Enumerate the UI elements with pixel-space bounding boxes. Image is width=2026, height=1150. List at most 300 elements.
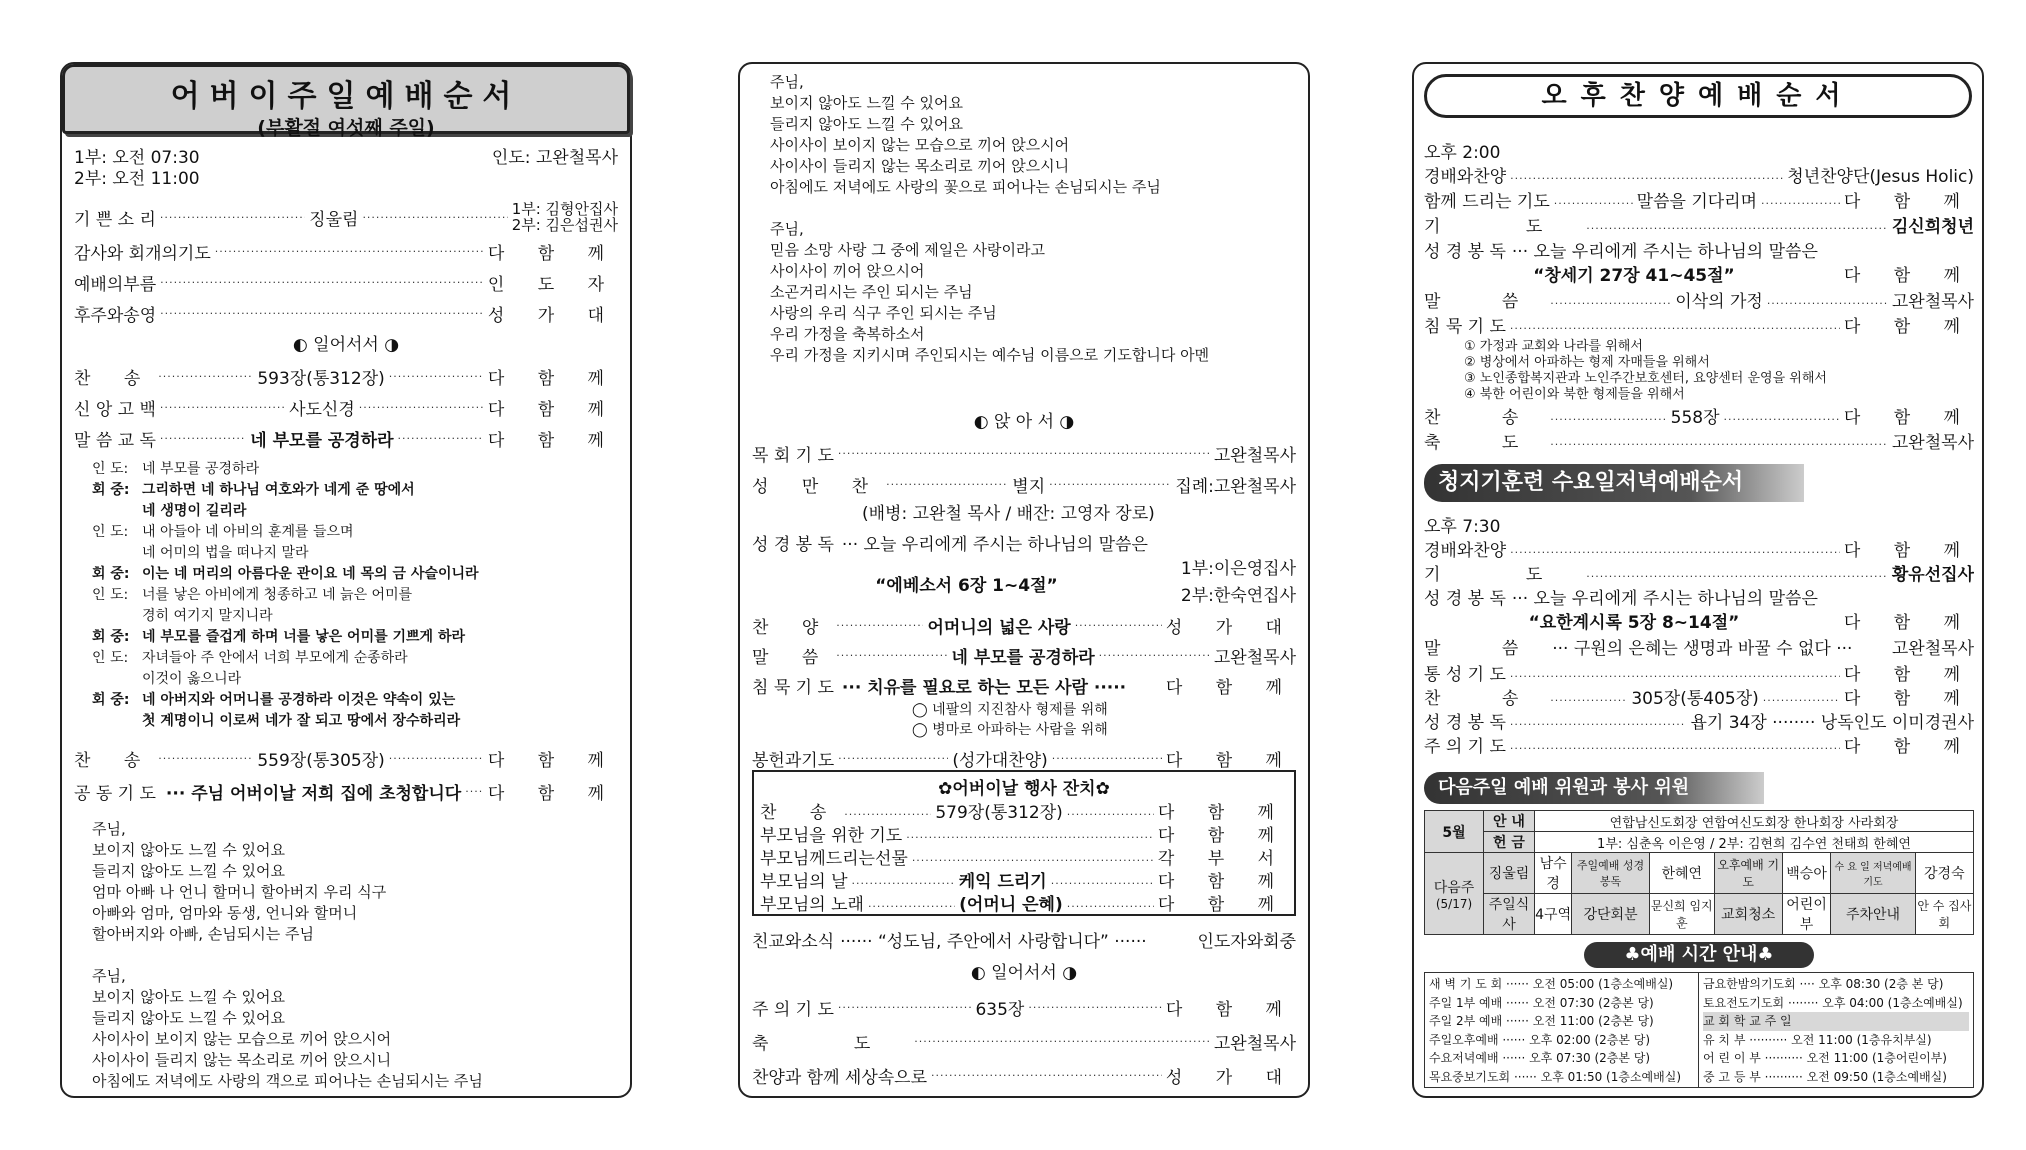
item-label: 기 도	[1424, 217, 1583, 237]
dot-leader	[1067, 808, 1154, 821]
list-item	[1424, 584, 1974, 608]
dot-leader	[1550, 413, 1666, 426]
grid-cell: 강경숙	[1915, 853, 1973, 894]
poem-line: 아침에도 저녁에도 사랑의 꽃으로 피어나는 손님되시는 주님	[770, 178, 1161, 196]
item-label: 친교와소식	[752, 931, 835, 952]
prayer-topics	[1424, 339, 1974, 403]
reading-speaker: 인 도:	[92, 461, 129, 477]
prayer-topic: ④ 북한 어린이와 북한 형제들을 위해서	[1464, 387, 1685, 402]
item-label: 함께 드리는 기도	[1424, 192, 1550, 212]
list-item	[760, 821, 1288, 844]
dot-leader	[160, 276, 484, 289]
reading-text: 네 부모를 공경하라	[142, 461, 260, 477]
item-person: 각 부 서	[1157, 849, 1288, 867]
service-time-line: 새 벽 기 도 회 ······ 오전 05:00 (1층소예배실)	[1429, 977, 1674, 991]
list-item	[74, 423, 618, 454]
reading-line	[92, 459, 622, 480]
reading-line	[92, 669, 622, 690]
list-item	[1424, 187, 1974, 212]
poem-line: 보이지 않아도 느낄 수 있어요	[770, 94, 963, 112]
dot-leader	[1763, 694, 1840, 707]
next-week-label: 다음주	[1433, 879, 1475, 896]
list-item	[1424, 237, 1974, 261]
parents-day-title: ✿어버이날 행사 잔치✿	[938, 779, 1110, 799]
item-label: 찬 송	[74, 751, 155, 771]
dot-leader	[1510, 322, 1840, 335]
service-time-line: 토요전도기도회 ········ 오후 04:00 (1층소예배실)	[1703, 995, 1963, 1010]
stand-marker: ◐ 일어서서 ◑	[292, 335, 400, 355]
wednesday-title-bar	[1424, 464, 1804, 502]
item-value: 네 부모를 공경하라	[951, 647, 1095, 668]
item-person: 다 함 께	[1157, 872, 1288, 890]
item-value: 593장(통312장)	[257, 369, 385, 389]
dot-leader	[838, 447, 1210, 460]
reading-text: 네 아버지와 어머니를 공경하라 이것은 약속이 있는	[142, 692, 456, 708]
item-label: 성 만 찬	[752, 477, 883, 497]
grid-cell: 안 수 집사회	[1915, 894, 1973, 935]
wednesday-time: 오후 7:30	[1424, 517, 1501, 537]
dot-leader	[1554, 197, 1633, 210]
page-subtitle: (부활절 여섯째 주일)	[257, 117, 435, 139]
item-person: 다 함 께	[487, 784, 618, 804]
item-person: 인도자와회중	[1197, 931, 1296, 952]
service-time-line: 유 치 부 ·········· 오전 11:00 (1층유치부실)	[1703, 1032, 1932, 1047]
item-value: 558장	[1670, 408, 1720, 428]
reading-text: 첫 계명이니 이로써 네가 잘 되고 땅에서 장수하리라	[142, 713, 461, 729]
list-item	[1424, 261, 1974, 287]
service-time-line: 주일 1부 예배 ······ 오전 07:30 (2층본 당)	[1429, 995, 1654, 1010]
prayer-topic: ③ 노인종합복지관과 노인주간보호센터, 요양센터 운영을 위해서	[1464, 371, 1827, 386]
dot-leader	[1067, 900, 1154, 913]
item-label: 찬양과 함께 세상속으로	[752, 1067, 928, 1088]
grid-cell: 남수경	[1535, 853, 1572, 894]
list-item	[74, 236, 618, 267]
dot-leader	[1550, 694, 1627, 707]
prayer-topic: ① 가정과 교회와 나라를 위해서	[1464, 339, 1643, 354]
list-item	[752, 640, 1296, 670]
reading-text: 자녀들아 주 안에서 너희 부모에게 순종하라	[142, 650, 408, 666]
item-label: 통 성 기 도	[1424, 665, 1506, 684]
prayer-topic: ② 병상에서 아파하는 형제 자매들을 위해서	[1464, 355, 1710, 370]
grid-cell: 징울림	[1484, 853, 1535, 894]
prayer-items	[752, 700, 1296, 740]
list-item	[760, 867, 1288, 890]
item-person: 성 가 대	[1165, 1067, 1296, 1088]
item-person: 1부: 김형안집사 2부: 김은섭권사	[511, 200, 618, 234]
reading-line	[92, 711, 622, 732]
dot-leader	[836, 649, 947, 662]
scripture-reference: “창세기 27장 41~45절”	[1533, 266, 1735, 286]
list-item	[752, 556, 1296, 610]
list-item	[74, 742, 618, 775]
service-time-line: 어 린 이 부 ·········· 오전 11:00 (1층어린이부)	[1703, 1051, 1947, 1065]
list-item	[74, 198, 618, 236]
scripture-reference: “요한계시록 5장 8~14절”	[1528, 613, 1740, 633]
item-person: 고완철목사	[1213, 1033, 1296, 1054]
item-value: 559장(통305장)	[257, 751, 385, 771]
item-label: 기 쁜 소 리	[74, 209, 156, 230]
poem-line: 믿음 소망 사랑 그 중에 제일은 사랑이라고	[770, 241, 1045, 259]
item-value: 케익 드리기	[958, 872, 1047, 890]
item-value: 579장(통312장)	[935, 803, 1063, 821]
reading-speaker: 회 중:	[92, 482, 130, 498]
offering-label: 헌 금	[1484, 832, 1535, 853]
grid-cell: 어린이부	[1782, 894, 1831, 935]
list-item	[752, 1058, 1296, 1092]
item-label: 찬 송	[74, 369, 155, 389]
service-time-line: 주일 2부 예배 ······ 오전 11:00 (2층본 당)	[1429, 1014, 1654, 1028]
list-item	[1424, 428, 1974, 453]
poem-line: 보이지 않아도 느낄 수 있어요	[92, 841, 285, 859]
item-label: 성 경 봉 독	[752, 534, 834, 555]
item-person: 다 함 께	[1843, 317, 1974, 337]
poem-line: 할아버지와 아빠, 손님되시는 주님	[92, 925, 314, 943]
item-person: 다 함 께	[487, 244, 618, 264]
reading-line	[92, 690, 622, 711]
dot-leader	[158, 370, 253, 383]
dot-leader	[914, 1035, 1210, 1048]
item-value: 말씀을 기다리며	[1636, 192, 1758, 212]
poem-line: 사이사이 보이지 않는 모습으로 끼어 앉으시어	[770, 136, 1070, 154]
dot-leader	[836, 619, 923, 632]
item-person: 인 도 자	[487, 275, 618, 295]
item-person: 황유선집사	[1891, 565, 1974, 584]
poem-line: 사랑의 우리 식구 주인 되시는 주님	[770, 304, 997, 322]
item-person: 다 함 께	[487, 369, 618, 389]
afternoon-title-box	[1424, 74, 1972, 118]
prayer-item: ◯ 네팔의 지진참사 형제를 위해	[912, 702, 1108, 718]
grid-cell: 백승아	[1782, 853, 1831, 894]
dot-leader	[398, 432, 484, 445]
list-item	[1424, 660, 1974, 684]
reading-line	[92, 564, 622, 585]
reading-speaker: 인 도:	[92, 587, 129, 603]
reading-line	[92, 501, 622, 522]
next-week-date: (5/17)	[1435, 896, 1473, 911]
item-label: 찬 송	[1424, 408, 1547, 428]
list-item	[760, 890, 1288, 913]
poem-line: 주님,	[92, 820, 126, 838]
item-person: 다 함 께	[1157, 803, 1288, 821]
item-person: 집례:고완철목사	[1175, 477, 1296, 497]
parents-day-box	[752, 770, 1296, 916]
scripture-readers: 1부:이은영집사 2부:한숙연집사	[1180, 559, 1296, 606]
item-person: 고완철목사	[1891, 433, 1974, 453]
item-person: 다 함 께	[1843, 665, 1974, 684]
item-person: 다 함 께	[1165, 677, 1296, 698]
item-person: 다 함 께	[1165, 750, 1296, 771]
item-person: 고완철목사	[1213, 647, 1296, 668]
item-label: 침 묵 기 도	[752, 677, 834, 698]
prayer-item: ◯ 병마로 아파하는 사람을 위해	[912, 722, 1108, 738]
dot-leader	[1767, 297, 1888, 310]
next-week-cell	[1425, 853, 1484, 935]
order-list-3	[752, 406, 1296, 776]
item-person: 김신희청년	[1891, 217, 1974, 237]
service-times-right	[1699, 973, 1973, 1087]
list-item	[760, 798, 1288, 821]
poem-line: 사이사이 들리지 않는 목소리로 끼어 앉으시니	[770, 157, 1070, 175]
grid-cell: 주차안내	[1831, 894, 1915, 935]
item-label: 부모님을 위한 기도	[760, 826, 903, 844]
volunteers-table	[1424, 810, 1974, 935]
item-value: ··· 오늘 우리에게 주시는 하나님의 말씀은	[841, 534, 1148, 555]
item-label: 성 경 봉 독	[1424, 713, 1506, 732]
dot-leader	[1510, 670, 1840, 683]
item-label: 기 도	[1424, 565, 1583, 584]
reading-text: 경히 여기지 말지니라	[142, 608, 273, 624]
list-item	[74, 298, 618, 329]
item-person: 다 함 께	[1843, 689, 1974, 708]
dot-leader	[1510, 172, 1783, 185]
reading-line	[92, 627, 622, 648]
dot-leader	[1052, 752, 1162, 765]
dot-leader	[362, 211, 507, 224]
dot-leader	[906, 831, 1154, 844]
poem-line: 우리 가정을 축복하소서	[770, 325, 925, 343]
poem-line: 보이지 않아도 느낄 수 있어요	[92, 988, 285, 1006]
reading-line	[92, 606, 622, 627]
item-value: ··· 구원의 은혜는 생명과 바꿀 수 없다 ···	[1552, 639, 1853, 659]
dot-leader	[1510, 742, 1840, 755]
order-list-2	[74, 742, 618, 808]
list-item	[74, 361, 618, 392]
list-item	[1424, 684, 1974, 708]
afternoon-order	[1424, 138, 1974, 453]
list-item	[74, 775, 618, 808]
item-person: 다 함 께	[1843, 541, 1974, 560]
page-title: 어버이주일예배순서	[170, 79, 522, 114]
item-label: 주 의 기 도	[1424, 737, 1506, 756]
list-item	[1424, 312, 1974, 337]
list-item	[752, 990, 1296, 1024]
item-label: 신 앙 고 백	[74, 400, 156, 420]
dot-leader	[1075, 619, 1162, 632]
poem-line: 엄마 아빠 나 언니 할머니 할아버지 우리 식구	[92, 883, 387, 901]
service-time-line: 금요한밤의기도회 ···· 오후 08:30 (2층 본 당)	[1703, 977, 1944, 991]
responsive-reading	[92, 459, 622, 732]
order-list-4	[752, 922, 1296, 1092]
service-time-line: 중 고 등 부 ·········· 오전 09:50 (1층소예배실)	[1703, 1069, 1947, 1084]
item-label: 경배와찬양	[1424, 167, 1507, 187]
order-of-worship-panel-3	[1412, 62, 1984, 1098]
poem-line	[770, 198, 1300, 219]
item-person: 청년찬양단(Jesus Holic)	[1787, 167, 1974, 187]
item-label: 말 씀	[1424, 639, 1547, 659]
notice-label: 안 내	[1484, 811, 1535, 832]
reading-speaker: 회 중:	[92, 692, 130, 708]
item-label: 부모님께드리는선물	[760, 849, 908, 867]
list-item	[752, 469, 1296, 500]
item-value: ··· 오늘 우리에게 주시는 하나님의 말씀은	[1511, 242, 1818, 261]
item-label: 예배의부름	[74, 275, 157, 295]
reading-text: 내 아들아 네 아비의 훈계를 들으며	[142, 524, 354, 540]
offering-value: 1부: 심춘옥 이은영 / 2부: 김현희 김수연 천태희 한혜연	[1535, 832, 1974, 853]
dot-leader	[160, 432, 246, 445]
prayer-poem	[770, 72, 1300, 366]
reading-text: 그리하면 네 하나님 여호와가 네게 준 땅에서	[142, 482, 415, 498]
item-label: 감사와 회개의기도	[74, 244, 211, 264]
order-of-worship-panel-1	[60, 62, 632, 1098]
title-box	[62, 64, 630, 139]
grid-cell: 강단회분	[1572, 894, 1650, 935]
item-value: ··· 주님 어버이날 저희 집에 초청합니다	[165, 784, 462, 804]
list-item	[1424, 732, 1974, 756]
dot-leader	[389, 370, 484, 383]
poem-line: 들리지 않아도 느낄 수 있어요	[770, 115, 963, 133]
reading-speaker: 회 중:	[92, 566, 130, 582]
item-person: 다 함 께	[1843, 408, 1974, 428]
dot-leader	[844, 808, 931, 821]
dot-leader	[838, 1001, 972, 1014]
dot-leader	[465, 785, 484, 798]
item-value: 635장	[975, 999, 1025, 1020]
dot-leader	[158, 752, 253, 765]
item-person: 다 함 께	[1843, 737, 1974, 756]
item-label: 공 동 기 도	[74, 784, 156, 804]
wednesday-title: 청지기훈련 수요일저녁예배순서	[1438, 470, 1744, 495]
item-value: 이삭의 가정	[1675, 292, 1763, 312]
grid-cell: 문신희 임지훈	[1649, 894, 1714, 935]
dot-leader	[160, 401, 285, 414]
dot-leader	[1049, 478, 1171, 491]
dot-leader	[912, 854, 1154, 867]
service-time-line: 주일오후예배 ······ 오후 02:00 (2층본 당)	[1429, 1032, 1651, 1047]
item-person: 다 함 께	[487, 431, 618, 451]
item-label: 말 씀	[752, 647, 833, 668]
dot-leader	[1099, 649, 1210, 662]
reading-text: 네 부모를 즐겁게 하며 너를 낳은 어미를 기쁘게 하라	[142, 629, 465, 645]
dot-leader	[1586, 222, 1888, 235]
list-item	[752, 670, 1296, 700]
poem-line: 들리지 않아도 느낄 수 있어요	[92, 862, 285, 880]
reading-text: 이것이 옳으니라	[142, 671, 242, 687]
poem-line: 주님,	[92, 967, 126, 985]
item-value: 네 부모를 공경하라	[250, 431, 394, 451]
reading-speaker: 인 도:	[92, 524, 129, 540]
reading-text: 네 어미의 법을 떠나지 말라	[142, 545, 309, 561]
poem-line	[92, 945, 622, 966]
item-label: 부모님의 날	[760, 872, 848, 890]
item-value: 어머니의 넓은 사랑	[927, 617, 1071, 638]
item-person: 다 함 께	[1157, 826, 1288, 844]
communion-note: (배병: 고완철 목사 / 배잔: 고영자 장로)	[862, 504, 1155, 524]
item-person: 다 함 께	[1843, 613, 1974, 633]
service-time-line: 교 회 학 교 주 일	[1703, 1012, 1969, 1031]
poem-line: 사이사이 끼어 앉으시어	[770, 262, 925, 280]
prayer-poem	[92, 819, 622, 1092]
list-item	[1424, 560, 1974, 584]
service-times-title: ♣예배 시간 안내♣	[1624, 944, 1774, 965]
dot-leader	[886, 478, 1008, 491]
dot-leader	[1724, 413, 1840, 426]
grid-cell: 수 요 일 저녁예배기도	[1831, 853, 1915, 894]
list-item	[752, 922, 1296, 956]
item-value: 별지	[1012, 477, 1046, 497]
list-item	[1424, 634, 1974, 660]
reading-line	[92, 543, 622, 564]
reading-text: 이는 네 머리의 아름다운 관이요 네 목의 금 사슬이니라	[142, 566, 479, 582]
item-value: ··· 오늘 우리에게 주시는 하나님의 말씀은	[1511, 589, 1818, 608]
poem-line: 사이사이 들리지 않는 목소리로 끼어 앉으시니	[92, 1051, 392, 1069]
item-value: 징울림	[309, 209, 359, 230]
time-2: 2부: 오전 11:00	[74, 169, 200, 189]
service-times	[74, 148, 618, 190]
dot-leader	[1586, 570, 1888, 583]
service-times-box	[1424, 972, 1974, 1088]
list-item	[1424, 608, 1974, 634]
item-label: 축 도	[1424, 433, 1547, 453]
item-value: ··· 치유를 필요로 하는 모든 사람 ·····	[841, 677, 1127, 698]
item-label: 말 씀	[1424, 292, 1547, 312]
list-item	[752, 1024, 1296, 1058]
afternoon-title: 오후찬양예배순서	[1541, 81, 1855, 111]
item-person: 고완철목사	[1891, 639, 1974, 659]
item-person: 고완철목사	[1213, 446, 1296, 466]
dot-leader	[852, 877, 955, 890]
dot-leader	[1761, 197, 1840, 210]
item-value: 욥기 34장 ········ 낭독인도 이미경권사	[1690, 713, 1974, 732]
poem-line: 주님,	[770, 73, 804, 91]
dot-leader	[931, 1069, 1162, 1082]
item-value: 사도신경	[289, 400, 355, 420]
list-item	[74, 267, 618, 298]
item-person: 성 가 대	[487, 306, 618, 326]
item-label: 성 경 봉 독	[1424, 242, 1506, 261]
item-label: 목 회 기 도	[752, 446, 834, 466]
poem-line: 주님,	[770, 220, 804, 238]
dot-leader	[1550, 438, 1888, 451]
next-week-title: 다음주일 예배 위원과 봉사 위원	[1438, 777, 1690, 798]
month-cell: 5월	[1425, 811, 1484, 853]
list-item	[1424, 212, 1974, 237]
reading-line	[92, 585, 622, 606]
service-times-title-box	[1584, 942, 1814, 968]
grid-cell: 주일예배 성경봉독	[1572, 853, 1650, 894]
dot-leader	[838, 752, 948, 765]
reading-line	[92, 480, 622, 501]
list-item	[1424, 536, 1974, 560]
reading-line	[92, 648, 622, 669]
item-label: 찬 송	[760, 803, 841, 821]
list-item	[752, 528, 1296, 556]
item-person: 고완철목사	[1891, 292, 1974, 312]
list-item	[1424, 287, 1974, 312]
item-label: 말 씀 교 독	[74, 431, 156, 451]
list-item	[1424, 162, 1974, 187]
wednesday-order	[1424, 512, 1974, 756]
list-item	[1424, 708, 1974, 732]
dot-leader	[1051, 877, 1154, 890]
list-item	[1424, 403, 1974, 428]
reading-text: 네 생명이 길리라	[142, 503, 247, 519]
sit-marker: ◐ 앉 아 서 ◑	[973, 412, 1075, 432]
item-label: 봉헌과기도	[752, 750, 835, 771]
leader: 인도: 고완철목사	[491, 148, 618, 168]
dot-leader	[359, 401, 484, 414]
item-person: 성 가 대	[1165, 617, 1296, 638]
reading-text: 너를 낳은 아비에게 청종하고 네 늙은 어미를	[142, 587, 413, 603]
item-label: 성 경 봉 독	[1424, 589, 1506, 608]
dot-leader	[1550, 297, 1671, 310]
item-value: 305장(통405장)	[1631, 689, 1759, 708]
dot-leader	[215, 245, 484, 258]
item-person: 다 함 께	[1157, 895, 1288, 913]
reading-line	[92, 522, 622, 543]
item-label: 찬 송	[1424, 689, 1547, 708]
dot-leader	[160, 211, 305, 224]
dot-leader	[1510, 718, 1687, 731]
